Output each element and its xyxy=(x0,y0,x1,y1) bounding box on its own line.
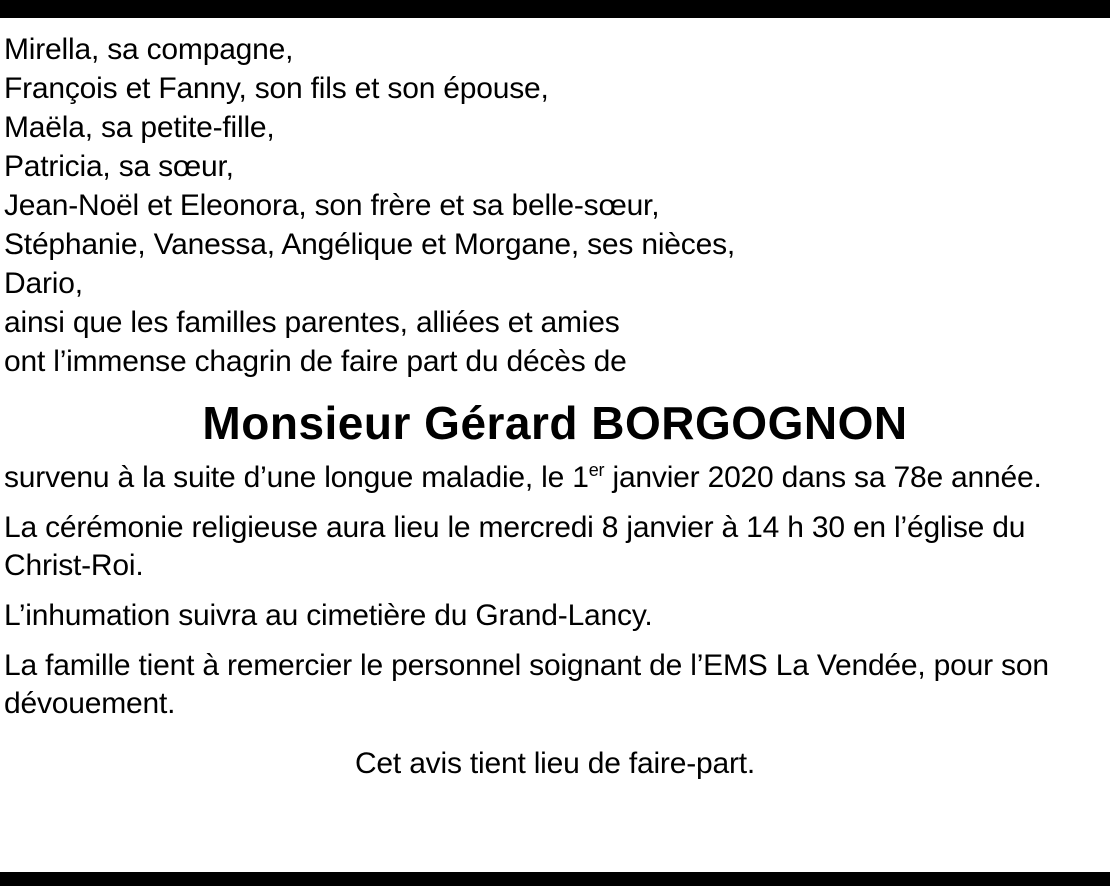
family-line: Patricia, sa sœur, xyxy=(4,150,234,183)
ceremony-paragraph: La cérémonie religieuse aura lieu le mercredi 8 janvier à 14 h 30 en l’église du Christ-Roi. xyxy=(4,511,1026,582)
family-list xyxy=(4,30,1106,381)
deceased-name: Monsieur Gérard BORGOGNON xyxy=(202,397,908,449)
closing-line: Cet avis tient lieu de faire-part. xyxy=(354,747,756,780)
family-line: François et Fanny, son fils et son épouse, xyxy=(4,72,549,105)
death-details-after: janvier 2020 dans sa 78e année. xyxy=(604,461,1042,494)
family-line: Dario, xyxy=(4,267,83,300)
thanks-paragraph: La famille tient à remercier le personnel soignant de l’EMS La Vendée, pour son dévouement. xyxy=(4,649,1049,720)
notice-content xyxy=(0,18,1110,872)
family-line: Mirella, sa compagne, xyxy=(4,33,294,66)
ordinal-suffix: er xyxy=(588,460,605,480)
family-line: Maëla, sa petite-fille, xyxy=(4,111,275,144)
family-line: ont l’immense chagrin de faire part du décès de xyxy=(4,345,627,378)
family-line: ainsi que les familles parentes, alliées et amies xyxy=(4,306,620,339)
family-line: Jean-Noël et Eleonora, son frère et sa belle-sœur, xyxy=(4,189,660,222)
death-details-before: survenu à la suite d’une longue maladie, le 1 xyxy=(4,461,589,494)
burial-paragraph: L’inhumation suivra au cimetière du Grand-Lancy. xyxy=(4,599,653,632)
death-details-line xyxy=(4,459,1106,497)
bottom-rule-divider xyxy=(0,872,1110,886)
top-rule-divider xyxy=(0,0,1110,18)
family-line: Stéphanie, Vanessa, Angélique et Morgane, ses nièces, xyxy=(4,228,736,261)
